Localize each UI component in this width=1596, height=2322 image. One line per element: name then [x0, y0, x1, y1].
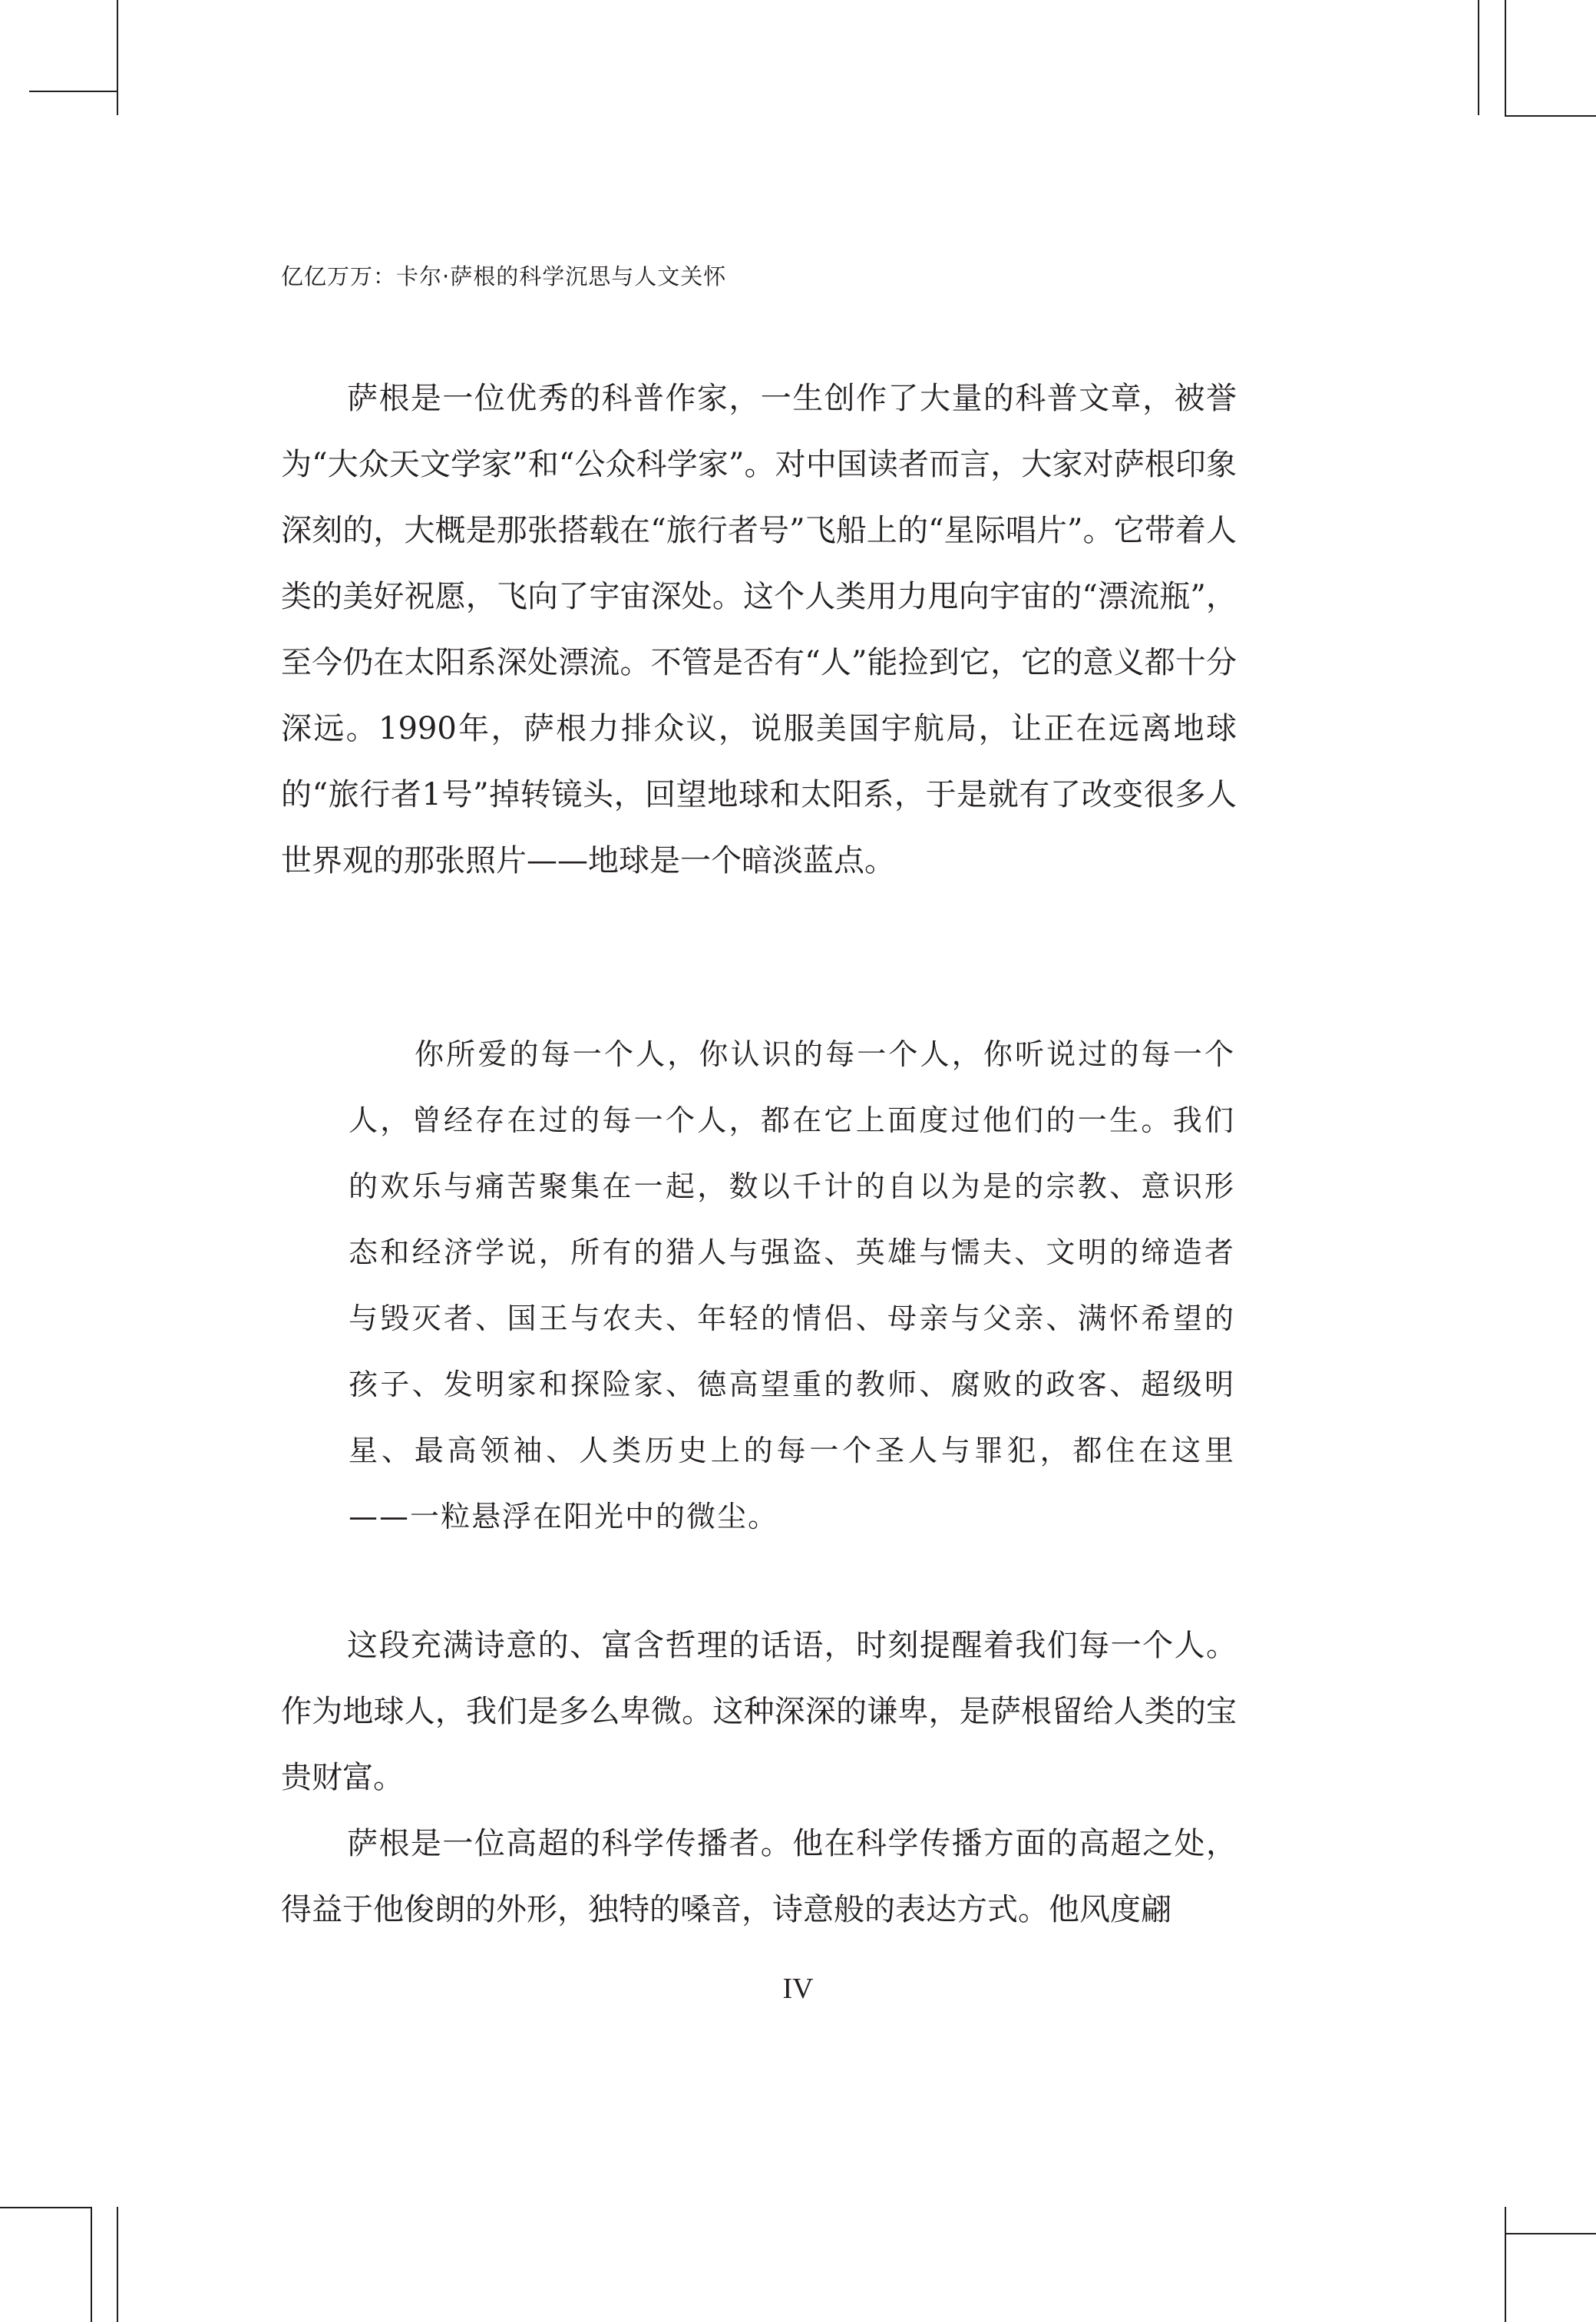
page-number: IV — [782, 1973, 814, 2005]
paragraph-science-communicator: 萨根是一位高超的科学传播者。他在科学传播方面的高超之处，得益于他俊朗的外形，独特的嗓音，诗意般的表达方式。他风度翩 — [281, 1826, 1237, 1927]
crop-mark-bottom-left-horizontal — [0, 2207, 92, 2208]
crop-mark-bottom-left-vertical-inner — [117, 2207, 118, 2322]
crop-mark-bottom-left-vertical — [91, 2207, 92, 2322]
block-quote: 你所爱的每一个人，你认识的每一个人，你听说过的每一个人，曾经存在过的每一个人，都在它上面度过他们的一生。我们的欢乐与痛苦聚集在一起，数以千计的自以为是的宗教、意识形态和经济学说，所有的猎人与强盗、英雄与懦夫、文明的缔造者与毁灭者、国王与农夫、年轻的情侣、母亲与父亲、满怀希望的孩子、发明家和探险家、德高望重的教师、腐败的政客、超级明星、最高领袖、人类历史上的每一个圣人与罪犯，都住在这里——一粒悬浮在阳光中的微尘。 — [349, 1037, 1235, 1533]
crop-mark-bottom-right-horizontal — [1505, 2233, 1596, 2234]
crop-mark-top-left-horizontal — [29, 91, 118, 92]
paragraph-humility: 这段充满诗意的、富含哲理的话语，时刻提醒着我们每一个人。作为地球人，我们是多么卑微。这种深深的谦卑，是萨根留给人类的宝贵财富。 — [281, 1628, 1237, 1795]
running-head: 亿亿万万：卡尔·萨根的科学沉思与人文关怀 — [281, 263, 727, 289]
crop-mark-bottom-right-vertical — [1505, 2207, 1506, 2322]
crop-mark-top-left-vertical — [117, 0, 118, 115]
crop-mark-top-right-vertical — [1478, 0, 1479, 115]
crop-mark-top-right-horizontal — [1505, 115, 1596, 117]
paragraph-dark-blue-dot: 萨根是一位优秀的科普作家，一生创作了大量的科普文章，被誉为“大众天文学家”和“公众科学家”。对中国读者而言，大家对萨根印象深刻的，大概是那张搭载在“旅行者号”飞船上的“星际唱片”。它带着人类的美好祝愿，飞向了宇宙深处。这个人类用力甩向宇宙的“漂流瓶”，至今仍在太阳系深处漂流。不管是否有“人”能捡到它，它的意义都十分深远。1990年，萨根力排众议，说服美国宇航局，让正在远离地球的“旅行者1号”掉转镜头，回望地球和太阳系，于是就有了改变很多人世界观的那张照片——地球是一个暗淡蓝点。 — [281, 381, 1237, 878]
crop-mark-top-right-vertical-outer — [1505, 0, 1506, 115]
